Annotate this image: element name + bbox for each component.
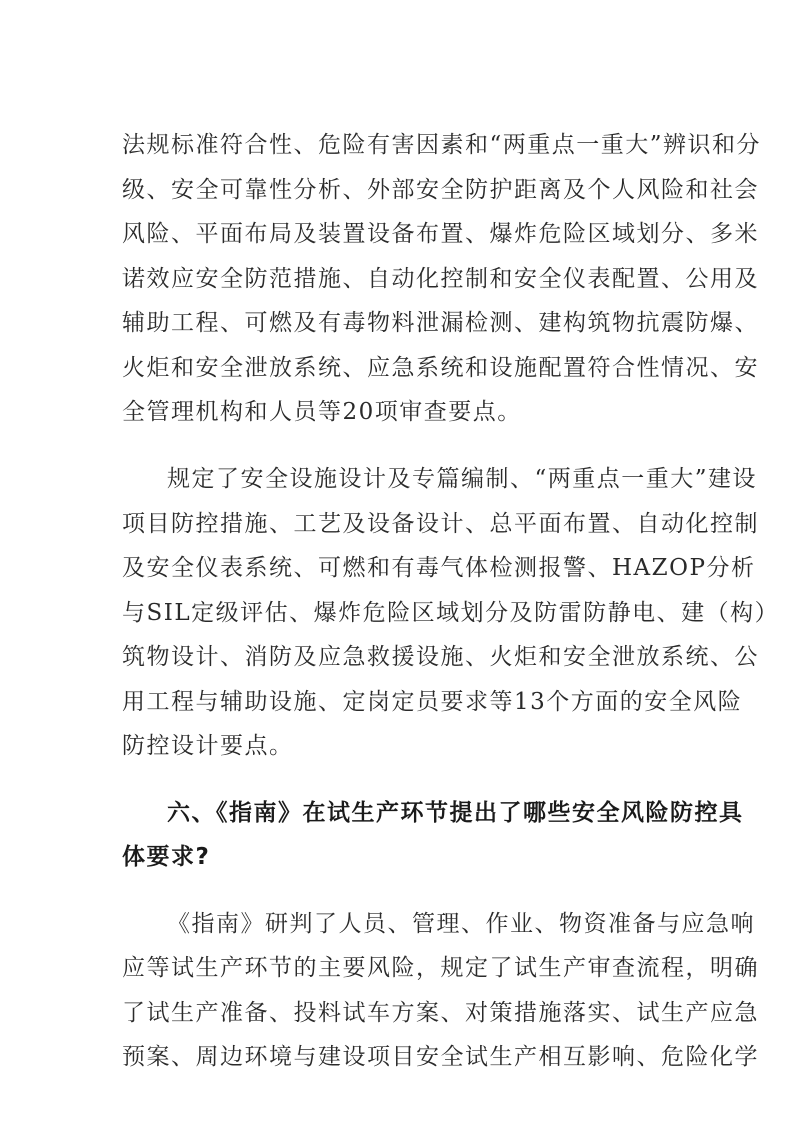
text-line: 与SIL定级评估、爆炸危险区域划分及防雷防静电、建（构）	[122, 600, 780, 626]
text-line: 火炬和安全泄放系统、应急系统和设施配置符合性情况、安	[122, 355, 759, 381]
text-line: 规定了安全设施设计及专篇编制、“两重点一重大”建设	[167, 466, 758, 492]
text-line: 辅助工程、可燃及有毒物料泄漏检测、建构筑物抗震防爆、	[122, 310, 759, 336]
text-line: 级、安全可靠性分析、外部安全防护距离及个人风险和社会	[122, 177, 759, 203]
text-line: 用工程与辅助设施、定岗定员要求等13个方面的安全风险	[122, 689, 743, 715]
text-line: 及安全仪表系统、可燃和有毒气体检测报警、HAZOP分析	[122, 555, 756, 581]
text-line: 预案、周边环境与建设项目安全试生产相互影响、危险化学	[122, 1044, 759, 1070]
text-line: 防控设计要点。	[122, 733, 294, 759]
text-line: 筑物设计、消防及应急救援设施、火炬和安全泄放系统、公	[122, 644, 759, 670]
text-line: 应等试生产环节的主要风险，规定了试生产审查流程，明确	[122, 955, 759, 981]
text-line: 《指南》研判了人员、管理、作业、物资准备与应急响	[167, 911, 755, 937]
heading-line: 体要求?	[122, 844, 211, 870]
text-line: 全管理机构和人员等20项审查要点。	[122, 399, 522, 425]
text-line: 法规标准符合性、危险有害因素和“两重点一重大”辨识和分	[122, 132, 762, 158]
text-line: 项目防控措施、工艺及设备设计、总平面布置、自动化控制	[122, 511, 759, 537]
text-line: 了试生产准备、投料试车方案、对策措施落实、试生产应急	[122, 1000, 759, 1026]
text-line: 风险、平面布局及装置设备布置、爆炸危险区域划分、多米	[122, 221, 759, 247]
text-line: 诺效应安全防范措施、自动化控制和安全仪表配置、公用及	[122, 266, 759, 292]
heading-line: 六、《指南》在试生产环节提出了哪些安全风险防控具	[167, 800, 744, 826]
